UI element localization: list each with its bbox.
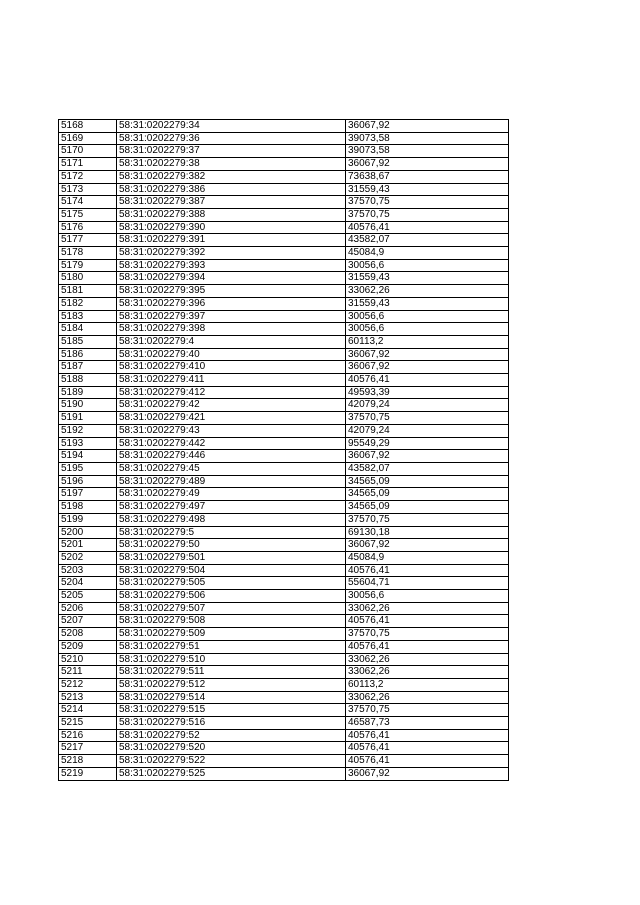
cadastral-number-cell: 58:31:0202279:410 — [117, 361, 346, 374]
cadastral-number-cell: 58:31:0202279:387 — [117, 196, 346, 209]
cadastral-number-cell: 58:31:0202279:45 — [117, 462, 346, 475]
value-cell: 36067,92 — [346, 120, 509, 133]
row-number-cell: 5195 — [59, 462, 117, 475]
table-row — [59, 539, 509, 552]
cadastral-number-cell: 58:31:0202279:412 — [117, 386, 346, 399]
table-row — [59, 183, 509, 196]
value-cell: 40576,41 — [346, 221, 509, 234]
cadastral-number-cell: 58:31:0202279:382 — [117, 170, 346, 183]
cadastral-number-cell: 58:31:0202279:506 — [117, 590, 346, 603]
row-number-cell: 5183 — [59, 310, 117, 323]
row-number-cell: 5207 — [59, 615, 117, 628]
row-number-cell: 5208 — [59, 628, 117, 641]
row-number-cell: 5218 — [59, 755, 117, 768]
cadastral-number-cell: 58:31:0202279:37 — [117, 145, 346, 158]
cadastral-number-cell: 58:31:0202279:497 — [117, 501, 346, 514]
value-cell: 49593,39 — [346, 386, 509, 399]
value-cell: 37570,75 — [346, 208, 509, 221]
value-cell: 42079,24 — [346, 399, 509, 412]
row-number-cell: 5214 — [59, 704, 117, 717]
cadastral-number-cell: 58:31:0202279:396 — [117, 297, 346, 310]
row-number-cell: 5192 — [59, 424, 117, 437]
row-number-cell: 5190 — [59, 399, 117, 412]
cadastral-number-cell: 58:31:0202279:514 — [117, 691, 346, 704]
cadastral-number-cell: 58:31:0202279:504 — [117, 564, 346, 577]
row-number-cell: 5182 — [59, 297, 117, 310]
table-row — [59, 132, 509, 145]
cadastral-number-cell: 58:31:0202279:515 — [117, 704, 346, 717]
value-cell: 30056,6 — [346, 259, 509, 272]
row-number-cell: 5215 — [59, 717, 117, 730]
cadastral-value-table — [58, 119, 509, 781]
value-cell: 45084,9 — [346, 551, 509, 564]
table-row — [59, 234, 509, 247]
table-row — [59, 666, 509, 679]
table-row — [59, 678, 509, 691]
table-body — [59, 120, 509, 781]
value-cell: 34565,09 — [346, 488, 509, 501]
value-cell: 30056,6 — [346, 310, 509, 323]
cadastral-number-cell: 58:31:0202279:40 — [117, 348, 346, 361]
value-cell: 36067,92 — [346, 348, 509, 361]
value-cell: 40576,41 — [346, 564, 509, 577]
value-cell: 33062,26 — [346, 602, 509, 615]
value-cell: 40576,41 — [346, 742, 509, 755]
row-number-cell: 5219 — [59, 767, 117, 780]
value-cell: 95549,29 — [346, 437, 509, 450]
row-number-cell: 5210 — [59, 653, 117, 666]
row-number-cell: 5194 — [59, 450, 117, 463]
table-row — [59, 462, 509, 475]
cadastral-number-cell: 58:31:0202279:386 — [117, 183, 346, 196]
value-cell: 37570,75 — [346, 628, 509, 641]
table-row — [59, 310, 509, 323]
row-number-cell: 5216 — [59, 729, 117, 742]
value-cell: 31559,43 — [346, 183, 509, 196]
value-cell: 55604,71 — [346, 577, 509, 590]
row-number-cell: 5181 — [59, 285, 117, 298]
row-number-cell: 5172 — [59, 170, 117, 183]
table-row — [59, 399, 509, 412]
table-row — [59, 158, 509, 171]
value-cell: 39073,58 — [346, 132, 509, 145]
table-row — [59, 602, 509, 615]
table-row — [59, 564, 509, 577]
cadastral-number-cell: 58:31:0202279:393 — [117, 259, 346, 272]
row-number-cell: 5205 — [59, 590, 117, 603]
value-cell: 34565,09 — [346, 501, 509, 514]
cadastral-number-cell: 58:31:0202279:4 — [117, 335, 346, 348]
cadastral-number-cell: 58:31:0202279:509 — [117, 628, 346, 641]
table-row — [59, 335, 509, 348]
value-cell: 31559,43 — [346, 297, 509, 310]
table-row — [59, 208, 509, 221]
value-cell: 37570,75 — [346, 513, 509, 526]
row-number-cell: 5197 — [59, 488, 117, 501]
cadastral-number-cell: 58:31:0202279:390 — [117, 221, 346, 234]
table-row — [59, 348, 509, 361]
cadastral-number-cell: 58:31:0202279:34 — [117, 120, 346, 133]
row-number-cell: 5187 — [59, 361, 117, 374]
value-cell: 40576,41 — [346, 729, 509, 742]
cadastral-number-cell: 58:31:0202279:520 — [117, 742, 346, 755]
value-cell: 45084,9 — [346, 247, 509, 260]
table-row — [59, 653, 509, 666]
table-row — [59, 297, 509, 310]
cadastral-number-cell: 58:31:0202279:51 — [117, 640, 346, 653]
cadastral-number-cell: 58:31:0202279:391 — [117, 234, 346, 247]
cadastral-number-cell: 58:31:0202279:38 — [117, 158, 346, 171]
table-row — [59, 475, 509, 488]
value-cell: 30056,6 — [346, 590, 509, 603]
value-cell: 39073,58 — [346, 145, 509, 158]
value-cell: 40576,41 — [346, 640, 509, 653]
value-cell: 36067,92 — [346, 539, 509, 552]
table-row — [59, 221, 509, 234]
row-number-cell: 5186 — [59, 348, 117, 361]
value-cell: 36067,92 — [346, 158, 509, 171]
table-row — [59, 120, 509, 133]
table-row — [59, 450, 509, 463]
table-row — [59, 742, 509, 755]
cadastral-number-cell: 58:31:0202279:508 — [117, 615, 346, 628]
row-number-cell: 5178 — [59, 247, 117, 260]
table-row — [59, 628, 509, 641]
cadastral-number-cell: 58:31:0202279:507 — [117, 602, 346, 615]
value-cell: 36067,92 — [346, 767, 509, 780]
row-number-cell: 5191 — [59, 412, 117, 425]
cadastral-number-cell: 58:31:0202279:510 — [117, 653, 346, 666]
row-number-cell: 5204 — [59, 577, 117, 590]
table-row — [59, 196, 509, 209]
value-cell: 37570,75 — [346, 412, 509, 425]
row-number-cell: 5173 — [59, 183, 117, 196]
cadastral-number-cell: 58:31:0202279:36 — [117, 132, 346, 145]
table-row — [59, 526, 509, 539]
table-row — [59, 488, 509, 501]
value-cell: 33062,26 — [346, 691, 509, 704]
row-number-cell: 5185 — [59, 335, 117, 348]
cadastral-number-cell: 58:31:0202279:446 — [117, 450, 346, 463]
value-cell: 43582,07 — [346, 234, 509, 247]
cadastral-number-cell: 58:31:0202279:498 — [117, 513, 346, 526]
cadastral-number-cell: 58:31:0202279:42 — [117, 399, 346, 412]
table-row — [59, 615, 509, 628]
row-number-cell: 5168 — [59, 120, 117, 133]
value-cell: 33062,26 — [346, 653, 509, 666]
cadastral-number-cell: 58:31:0202279:50 — [117, 539, 346, 552]
value-cell: 40576,41 — [346, 615, 509, 628]
row-number-cell: 5179 — [59, 259, 117, 272]
row-number-cell: 5212 — [59, 678, 117, 691]
table-row — [59, 361, 509, 374]
cadastral-number-cell: 58:31:0202279:516 — [117, 717, 346, 730]
value-cell: 33062,26 — [346, 666, 509, 679]
row-number-cell: 5201 — [59, 539, 117, 552]
table-row — [59, 437, 509, 450]
cadastral-number-cell: 58:31:0202279:411 — [117, 374, 346, 387]
table-row — [59, 729, 509, 742]
row-number-cell: 5203 — [59, 564, 117, 577]
table-row — [59, 247, 509, 260]
table-row — [59, 590, 509, 603]
table-row — [59, 424, 509, 437]
row-number-cell: 5211 — [59, 666, 117, 679]
table-row — [59, 551, 509, 564]
row-number-cell: 5174 — [59, 196, 117, 209]
cadastral-number-cell: 58:31:0202279:43 — [117, 424, 346, 437]
value-cell: 42079,24 — [346, 424, 509, 437]
row-number-cell: 5213 — [59, 691, 117, 704]
value-cell: 33062,26 — [346, 285, 509, 298]
cadastral-number-cell: 58:31:0202279:442 — [117, 437, 346, 450]
row-number-cell: 5196 — [59, 475, 117, 488]
row-number-cell: 5188 — [59, 374, 117, 387]
cadastral-number-cell: 58:31:0202279:421 — [117, 412, 346, 425]
cadastral-number-cell: 58:31:0202279:394 — [117, 272, 346, 285]
row-number-cell: 5180 — [59, 272, 117, 285]
table-row — [59, 285, 509, 298]
value-cell: 34565,09 — [346, 475, 509, 488]
value-cell: 60113,2 — [346, 678, 509, 691]
cadastral-number-cell: 58:31:0202279:398 — [117, 323, 346, 336]
cadastral-number-cell: 58:31:0202279:392 — [117, 247, 346, 260]
cadastral-number-cell: 58:31:0202279:52 — [117, 729, 346, 742]
value-cell: 73638,67 — [346, 170, 509, 183]
table-row — [59, 374, 509, 387]
row-number-cell: 5184 — [59, 323, 117, 336]
table-row — [59, 259, 509, 272]
row-number-cell: 5169 — [59, 132, 117, 145]
table-row — [59, 577, 509, 590]
table-row — [59, 755, 509, 768]
row-number-cell: 5217 — [59, 742, 117, 755]
table-row — [59, 640, 509, 653]
value-cell: 46587,73 — [346, 717, 509, 730]
cadastral-number-cell: 58:31:0202279:388 — [117, 208, 346, 221]
row-number-cell: 5176 — [59, 221, 117, 234]
row-number-cell: 5189 — [59, 386, 117, 399]
table-row — [59, 704, 509, 717]
table-row — [59, 272, 509, 285]
table-row — [59, 323, 509, 336]
cadastral-number-cell: 58:31:0202279:501 — [117, 551, 346, 564]
row-number-cell: 5199 — [59, 513, 117, 526]
value-cell: 37570,75 — [346, 196, 509, 209]
row-number-cell: 5177 — [59, 234, 117, 247]
table-row — [59, 170, 509, 183]
value-cell: 37570,75 — [346, 704, 509, 717]
cadastral-number-cell: 58:31:0202279:49 — [117, 488, 346, 501]
table-row — [59, 145, 509, 158]
value-cell: 43582,07 — [346, 462, 509, 475]
cadastral-number-cell: 58:31:0202279:512 — [117, 678, 346, 691]
row-number-cell: 5206 — [59, 602, 117, 615]
value-cell: 36067,92 — [346, 361, 509, 374]
value-cell: 60113,2 — [346, 335, 509, 348]
cadastral-number-cell: 58:31:0202279:525 — [117, 767, 346, 780]
row-number-cell: 5170 — [59, 145, 117, 158]
table-row — [59, 412, 509, 425]
row-number-cell: 5171 — [59, 158, 117, 171]
cadastral-number-cell: 58:31:0202279:511 — [117, 666, 346, 679]
value-cell: 40576,41 — [346, 374, 509, 387]
value-cell: 31559,43 — [346, 272, 509, 285]
value-cell: 36067,92 — [346, 450, 509, 463]
row-number-cell: 5193 — [59, 437, 117, 450]
row-number-cell: 5198 — [59, 501, 117, 514]
table-row — [59, 513, 509, 526]
value-cell: 69130,18 — [346, 526, 509, 539]
row-number-cell: 5175 — [59, 208, 117, 221]
value-cell: 40576,41 — [346, 755, 509, 768]
row-number-cell: 5202 — [59, 551, 117, 564]
cadastral-number-cell: 58:31:0202279:395 — [117, 285, 346, 298]
cadastral-number-cell: 58:31:0202279:505 — [117, 577, 346, 590]
row-number-cell: 5200 — [59, 526, 117, 539]
cadastral-number-cell: 58:31:0202279:397 — [117, 310, 346, 323]
table-row — [59, 386, 509, 399]
cadastral-number-cell: 58:31:0202279:5 — [117, 526, 346, 539]
cadastral-number-cell: 58:31:0202279:489 — [117, 475, 346, 488]
table-row — [59, 501, 509, 514]
row-number-cell: 5209 — [59, 640, 117, 653]
table-row — [59, 717, 509, 730]
table-row — [59, 691, 509, 704]
value-cell: 30056,6 — [346, 323, 509, 336]
cadastral-number-cell: 58:31:0202279:522 — [117, 755, 346, 768]
table-row — [59, 767, 509, 780]
